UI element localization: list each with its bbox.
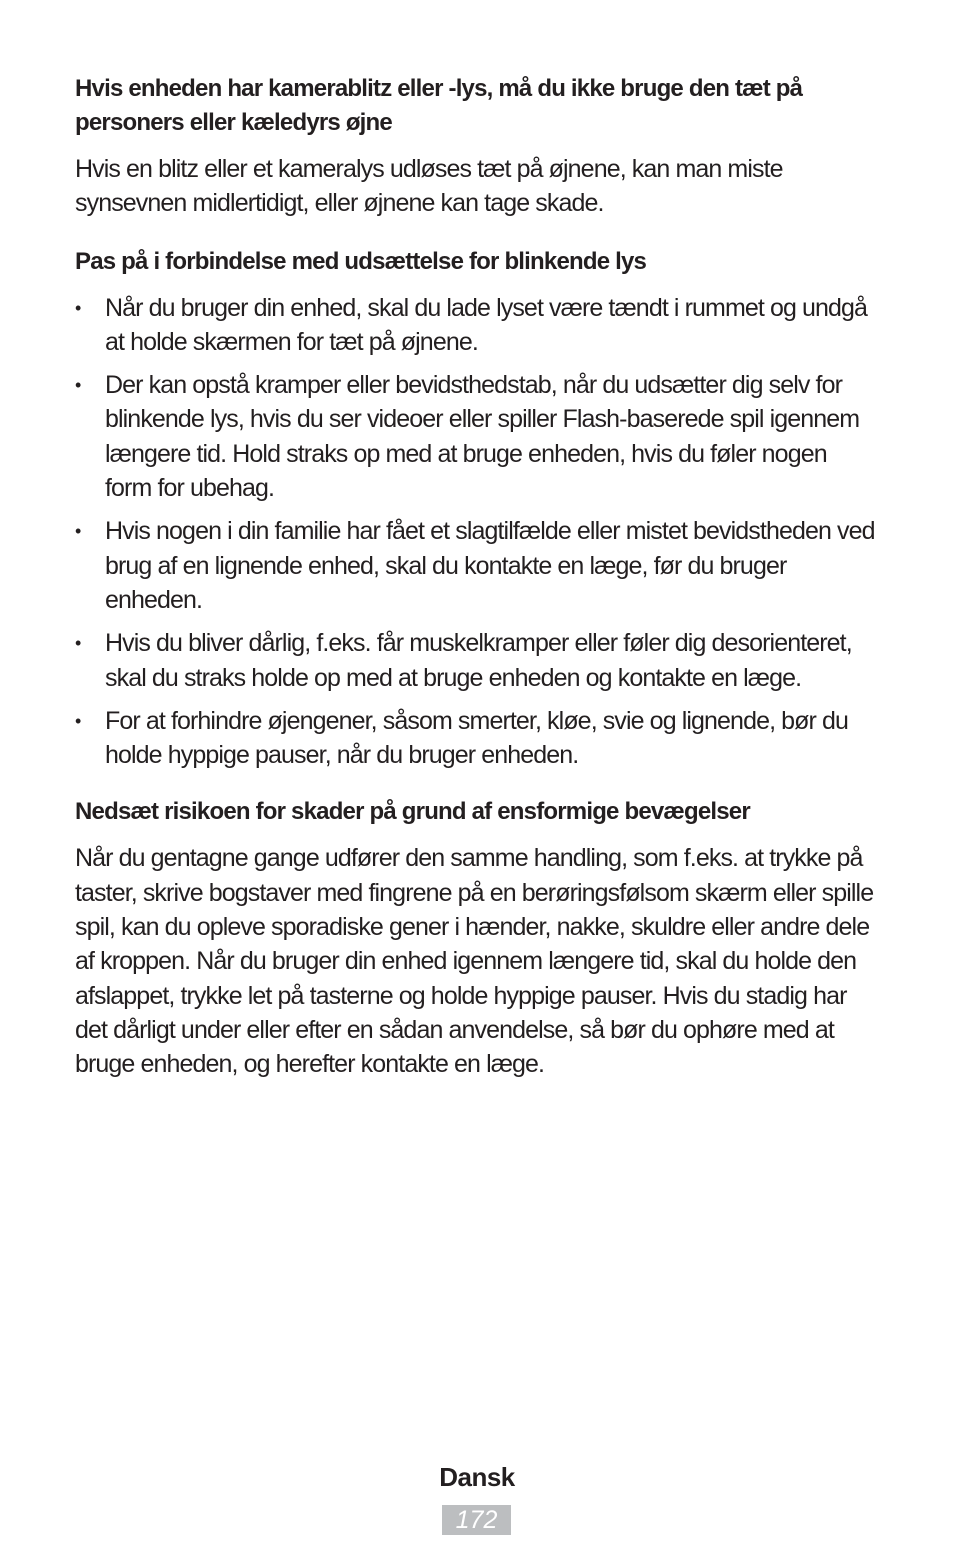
list-item-text: Når du bruger din enhed, skal du lade lyset være tændt i rummet og undgå at holde skærmen for tæt på øjnene.: [105, 293, 868, 356]
document-body: [75, 72, 875, 1082]
list-item-text: Hvis nogen i din familie har fået et slagtilfælde eller mistet bevidstheden ved brug af en lignende enhed, skal du kontakte en læge, før du bruger enheden.: [105, 517, 875, 614]
list-item: [75, 626, 875, 695]
section-heading-flashing-lights: Pas på i forbindelse med udsættelse for blinkende lys: [75, 247, 647, 275]
list-item: [75, 291, 875, 360]
page-number-badge: 172: [442, 1505, 511, 1535]
bullet-icon: •: [75, 375, 81, 396]
list-item: [75, 704, 875, 773]
bullet-icon: •: [75, 297, 81, 318]
list-item-text: Hvis du bliver dårlig, f.eks. får muskelkramper eller føler dig desorienteret, skal du straks holde op med at bruge enheden og kontakte en læge.: [105, 629, 852, 692]
bullet-list-flashing-lights: [75, 291, 875, 773]
section-heading-camera-flash: Hvis enheden har kamerablitz eller -lys, må du ikke bruge den tæt på personers eller kæledyrs øjne: [75, 75, 803, 136]
list-item: [75, 368, 875, 505]
section-paragraph-repetitive-motion: Når du gentagne gange udfører den samme handling, som f.eks. at trykke på taster, skrive bogstaver med fingrene på en berøringsfølsom skærm eller spille spil, kan du opleve sporadiske gener i hænder, nakke, skuldre eller andre dele af kroppen. Når du bruger din enhed igennem længere tid, skal du holde den afslappet, trykke let på tasterne og holde hyppige pauser. Hvis du stadig har det dårligt under eller efter en sådan anvendelse, så bør du ophøre med at bruge enheden, og herefter kontakte en læge.: [75, 844, 874, 1079]
list-item-text: For at forhindre øjengener, såsom smerter, kløe, svie og lignende, bør du holde hyppige pauser, når du bruger enheden.: [105, 706, 849, 770]
section-heading-repetitive-motion: Nedsæt risikoen for skader på grund af ensformige bevægelser: [75, 798, 750, 826]
list-item: [75, 514, 875, 617]
bullet-icon: •: [75, 710, 81, 731]
footer-language-label: Dansk: [439, 1462, 515, 1492]
bullet-icon: •: [75, 521, 81, 542]
list-item-text: Der kan opstå kramper eller bevidsthedstab, når du udsætter dig selv for blinkende lys, hvis du ser videoer eller spiller Flash-baserede spil igennem længere tid. Hold straks op med at bruge enheden, hvis du føler nogen form for ubehag.: [105, 371, 860, 503]
bullet-icon: •: [75, 633, 81, 654]
section-paragraph-camera-flash: Hvis en blitz eller et kameralys udløses tæt på øjnene, kan man miste synsevnen midlertidigt, eller øjnene kan tage skade.: [75, 155, 783, 218]
